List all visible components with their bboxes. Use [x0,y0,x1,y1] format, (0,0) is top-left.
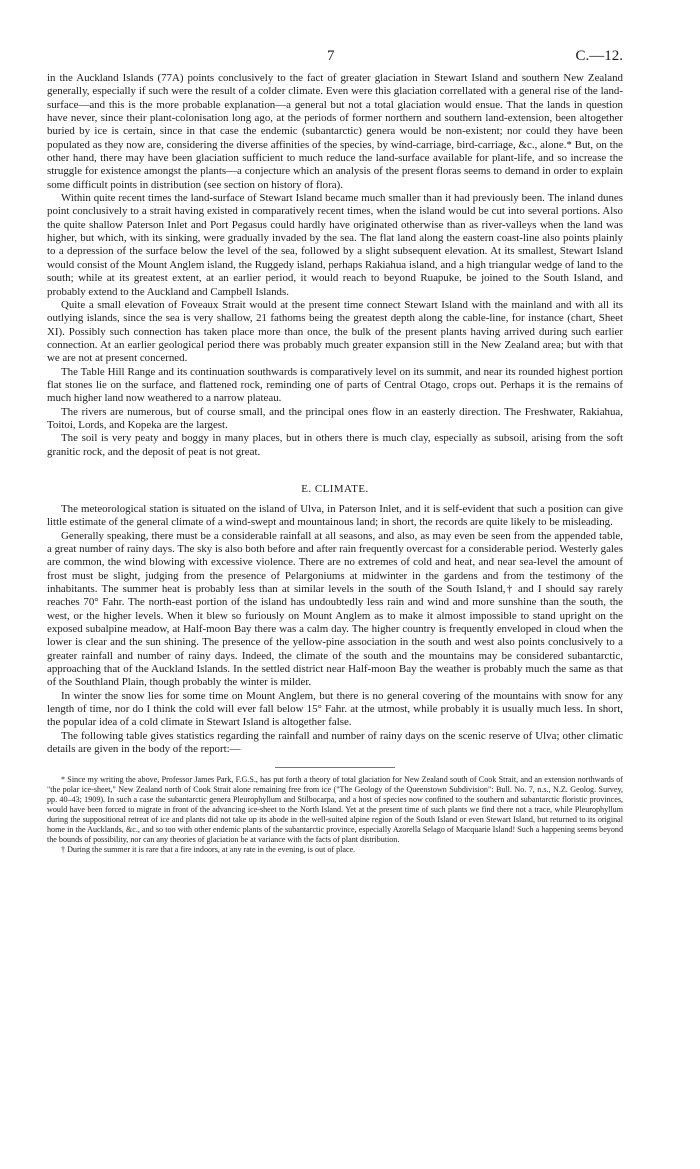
footnotes [47,775,623,856]
paragraph: Quite a small elevation of Foveaux Strait would at the present time connect Stewart Island with the mainland and with all its outlying islands, since the sea is very shallow, 21 fathoms being the greatest depth along the cable-line, for instance (chart, Sheet XI). Possibly such connection has taken place more than once, the bulk of the present plants having arrived during such earlier connection. At an earlier geological period there was probably much greater expansion still in the New Zealand area; but with that we are not at present concerned. [47,298,623,365]
document-page [47,48,623,855]
paragraph: The soil is very peaty and boggy in many places, but in others there is much clay, especially as subsoil, arising from the soft granitic rock, and the deposit of peat is not great. [47,432,623,458]
footnote: † During the summer it is rare that a fire indoors, at any rate in the evening, is out of place. [61,845,356,855]
section-heading-climate: E. CLIMATE. [301,482,369,495]
paragraph: The Table Hill Range and its continuation southwards is comparatively level on its summit, and near its rounded highest portion flat stones lie on the surface, and flattened rock, reminding one of parts of Central Otago, crops out. Perhaps it is the remains of much higher land now weathered to a narrow plateau. [47,365,623,405]
paragraph: The meteorological station is situated on the island of Ulva, in Paterson Inlet, and it is self-evident that such a position can give little estimate of the general climate of a wind-swept and mountainous land; in short, the records are quite likely to be misleading. [47,502,623,529]
footnote: * Since my writing the above, Professor James Park, F.G.S., has put forth a theory of total glaciation for New Zealand south of Cook Strait, and an extension northwards of "the polar ice-sheet," New Zealand north of Cook Strait alone remaining free from ice ("The Geology of the Queenstown Subdivision": Bull. No. 7, n.s., N.Z. Geolog. Survey, pp. 40–43; 1909). In such a case the subantarctic genera Pleurophyllum and Stilbocarpa, and a host of species now confined to the southern and subantarctic floristic provinces, would have been forced to migrate in front of the advancing ice-sheet to the North Island. Yet at the present time of such plants we find there not a trace, while Pleurophyllum during the suppositional retreat of ice and plants did not take up its abode in the well-suited alpine region of the South Island or even Stewart Island, but returned to its original home in the Aucklands, &c., and so too with other endemic plants of the subantarctic province, especially Azorella Selago of Macquarie Island! Such a happening seems beyond the bounds of possibility, nor can any theories of glaciation be at variance with the facts of plant distribution. [47,774,623,845]
main-text [47,72,623,757]
paragraph: Generally speaking, there must be a considerable rainfall at all seasons, and also, as may even be seen from the appended table, a great number of rainy days. The sky is also both before and after rain frequently overcast for a considerable period. Westerly gales are common, the wind blowing with excessive violence. There are no extremes of cold and heat, and near sea-level the amount of frost must be slight, judging from the presence of Pelargoniums at midwinter in the gardens and from the testimony of the inhabitants. The summer heat is probably less than at similar levels in the south of the South Island,† and I should say rarely reaches 70° Fahr. The north-east portion of the island has undoubtedly less rain and wind and more sunshine than the south, the west, or the higher levels. When it blew so furiously on Mount Anglem as to make it almost impossible to stand upright on the exposed subalpine meadow, at Half-moon Bay there was a calm day. The higher country is frequently enveloped in cloud when the lower is clear and the sun shining. The presence of the yellow-pine association in the south and west also points conclusively to a greater rainfall and number of rainy days. Indeed, the climate of the south and the mountains may be considered subantarctic, approaching that of the Auckland Islands. In the settled district near Half-moon Bay the weather is probably much the same as that of the Southland Plain, though probably the winter is milder. [47,529,623,689]
report-id: C.—12. [575,48,623,64]
paragraph: The rivers are numerous, but of course small, and the principal ones flow in an easterly direction. The Freshwater, Rakiahua, Toitoi, Lords, and Kopeka are the largest. [47,405,623,431]
footnote-divider [275,767,395,768]
page-header [47,48,623,72]
paragraph: in the Auckland Islands (77A) points conclusively to the fact of greater glaciation in Stewart Island and southern New Zealand generally, especially if such were the result of a colder climate. Even were this glaciation correllated with a general rise of the land-surface—and this is the more probable explanation—a general but not a total glaciation would ensue. That the lands in question have never, since their plant-colonisation long ago, at the periods of former northern and southern land-extension, been altogether buried by ice is certain, since in that case the endemic (subantarctic) genera would be non-existent; nor could they have been populated as they now are, considering the diverse affinities of the species, by wind-carriage, bird-carriage, &c., alone.* But, on the other hand, there may have been glaciation sufficient to much reduce the land-surface available for plant-life, and so increase the struggle for existence amongst the plants—a conjecture which an analysis of the present floras seems to demand in order to explain some difficult points in distribution (see section on history of flora). [47,72,623,191]
paragraph: The following table gives statistics regarding the rainfall and number of rainy days on the scenic reserve of Ulva; other climatic details are given in the body of the report:— [47,729,623,756]
paragraph: In winter the snow lies for some time on Mount Anglem, but there is no general covering of the mountains with snow for any length of time, nor do I think the cold will ever fall below 15° Fahr. at the utmost, while probably it is usually much less. In short, the popular idea of a cold climate in Stewart Island is altogether false. [47,689,623,729]
paragraph: Within quite recent times the land-surface of Stewart Island became much smaller than it had previously been. The inland dunes point conclusively to a strait having existed in comparatively recent times, when the island would be cut into several portions. Also the quite shallow Paterson Inlet and Port Pegasus could hardly have originated otherwise than as river-valleys when the land was higher, but which, with its sinking, were gradually invaded by the sea. The flat land along the eastern coast-line also points plainly to a depression of the surface below the level of the sea, followed by a slight subsequent elevation. At its smallest, Stewart Island would consist of the Mount Anglem island, the Ruggedy island, perhaps Rakiahua island, and a high triangular wedge of land to the south; while at its greatest extent, at an earlier period, it would reach to beyond Ruapuke, be joined to the South Island, and probably extend to the Auckland and Campbell Islands. [47,192,623,298]
page-number: 7 [327,48,335,64]
